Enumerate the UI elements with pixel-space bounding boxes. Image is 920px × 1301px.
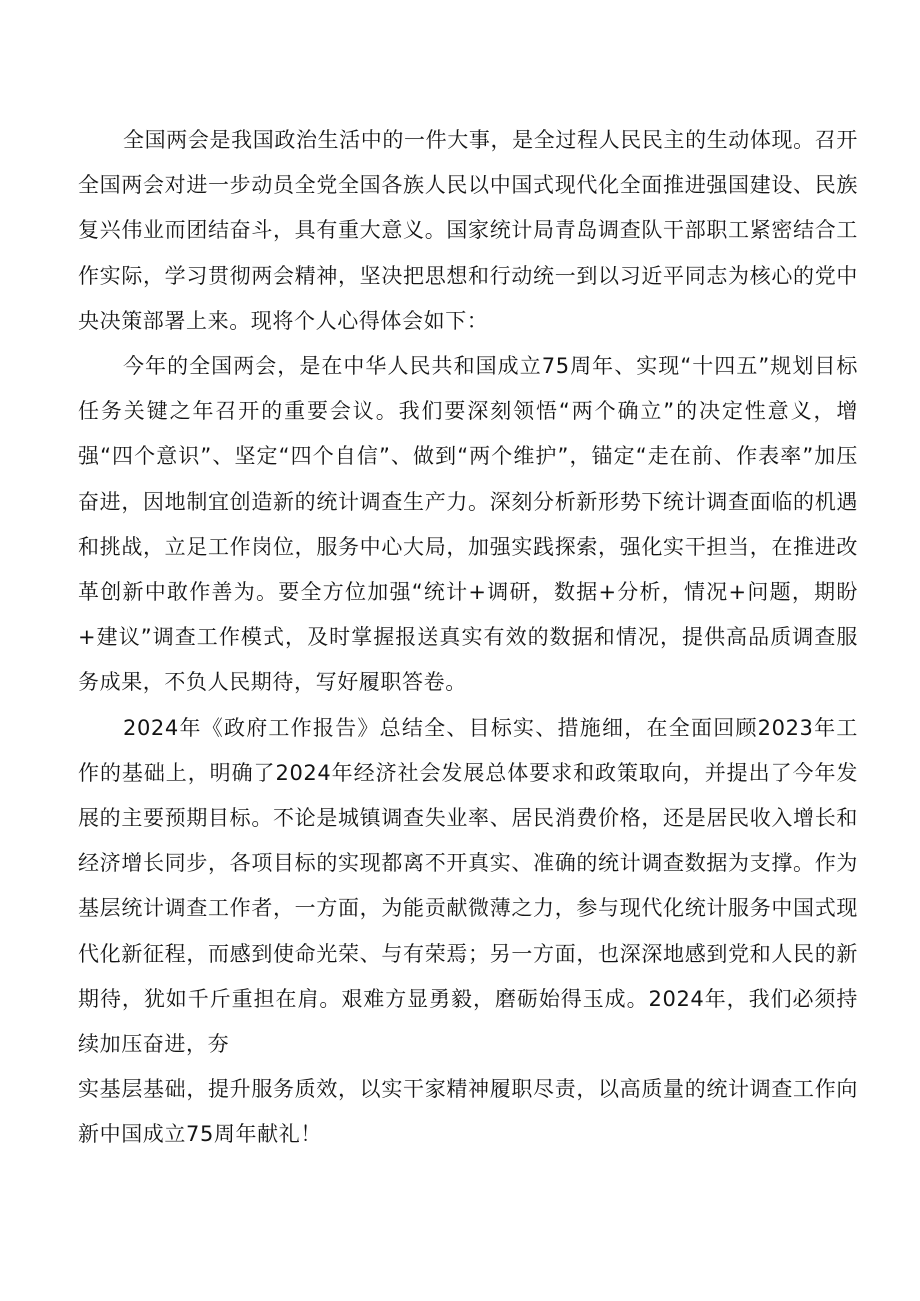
paragraph-two-sessions-intro: 全国两会是我国政治生活中的一件大事，是全过程人民民主的生动体现。召开全国两会对进一步动员全党全国各族人民以中国式现代化全面推进强国建设、民族复兴伟业而团结奋斗，具有重大意义。国家统计局青岛调查队干部职工紧密结合工作实际，学习贯彻两会精神，坚决把思想和行动统一到以习近平同志为核心的党中央决策部署上来。现将个人心得体会如下： xyxy=(78,128,858,333)
paragraph-this-year-sessions: 今年的全国两会，是在中华人民共和国成立75周年、实现“十四五”规划目标任务关键之年召开的重要会议。我们要深刻领悟“两个确立”的决定性意义，增强“四个意识”、坚定“四个自信”、做到“两个维护”，锚定“走在前、作表率”加压奋进，因地制宜创造新的统计调查生产力。深刻分析新形势下统计调查面临的机遇和挑战，立足工作岗位，服务中心大局，加强实践探索，强化实干担当，在推进改革创新中敢作善为。要全方位加强“统计+调研，数据+分析，情况+问题，期盼+建议”调查工作模式，及时掌握报送真实有效的数据和情况，提供高品质调查服务成果，不负人民期待，写好履职答卷。 xyxy=(78,354,858,695)
paragraph-government-work-report: 2024年《政府工作报告》总结全、目标实、措施细，在全面回顾2023年工作的基础上，明确了2024年经济社会发展总体要求和政策取向，并提出了今年发展的主要预期目标。不论是城镇调查失业率、居民消费价格，还是居民收入增长和经济增长同步，各项目标的实现都离不开真实、准确的统计调查数据为支撑。作为基层统计调查工作者，一方面，为能贡献微薄之力，参与现代化统计服务中国式现代化新征程，而感到使命光荣、与有荣焉；另一方面，也深深地感到党和人民的新期待，犹如千斤重担在肩。艰难方显勇毅，磨砺始得玉成。2024年，我们必须持续加压奋进，夯 xyxy=(78,715,858,1057)
document-body xyxy=(78,118,858,1158)
paragraph-closing: 实基层基础，提升服务质效，以实干家精神履职尽责，以高质量的统计调查工作向新中国成立75周年献礼！ xyxy=(78,1077,858,1147)
